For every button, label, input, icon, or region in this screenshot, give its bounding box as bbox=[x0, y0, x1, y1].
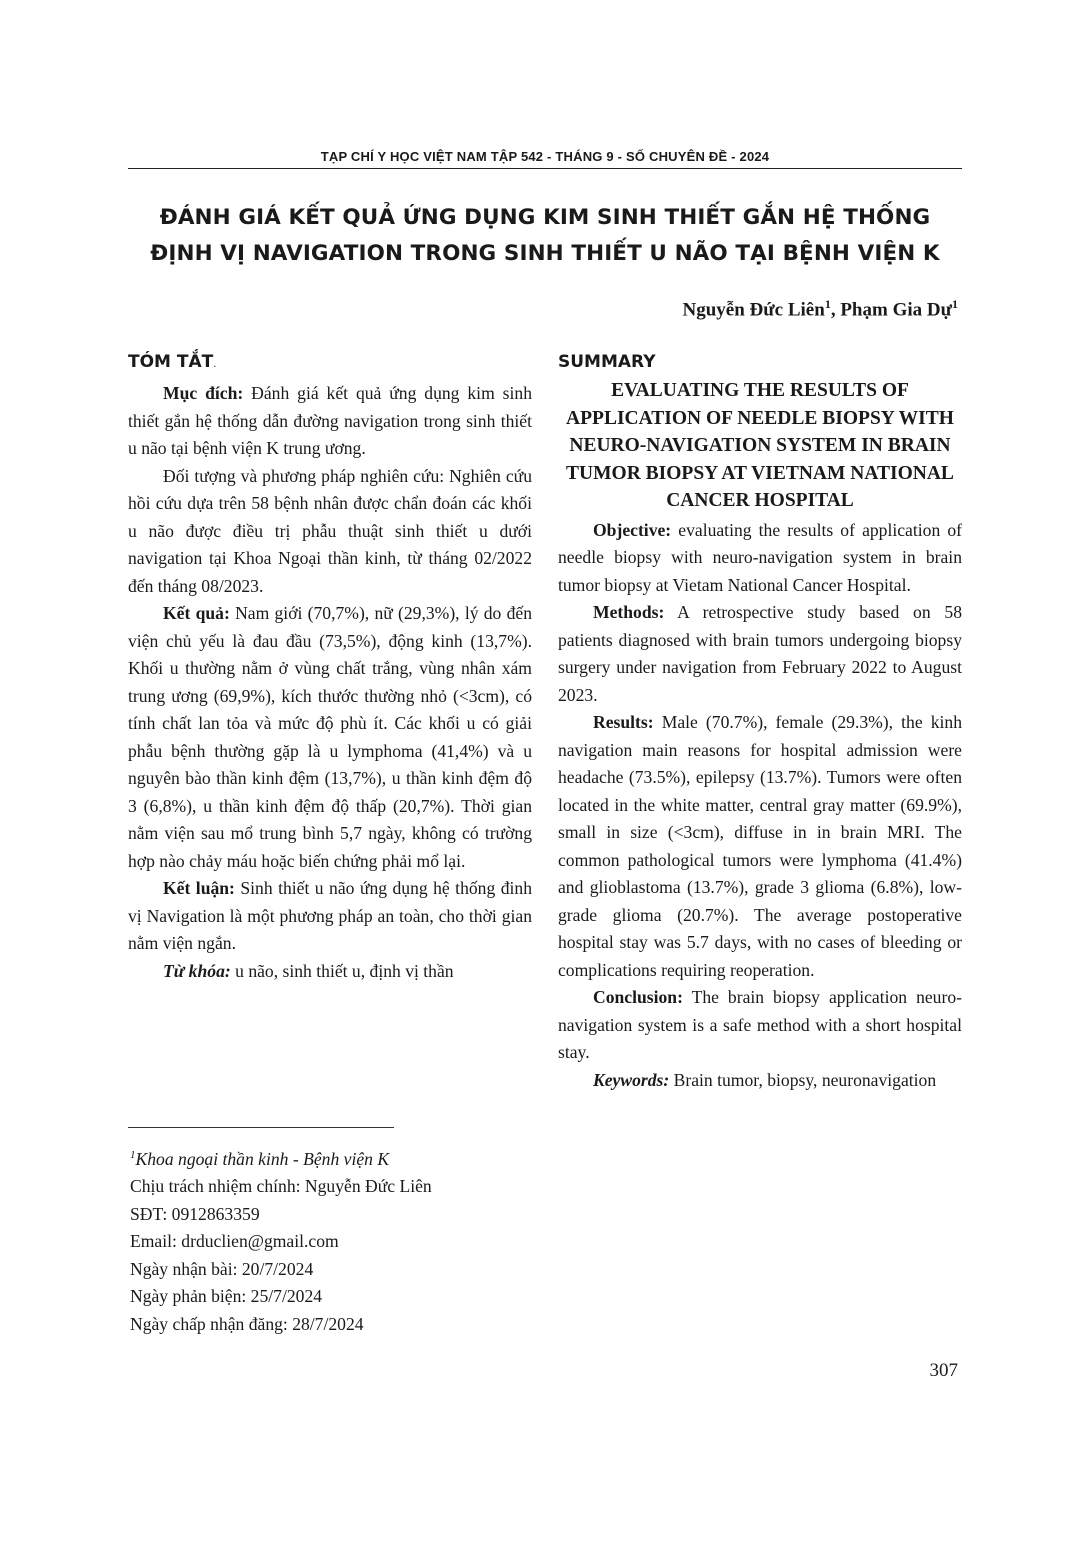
summary-conclusion bbox=[558, 984, 962, 1067]
summary-keywords-text: Brain tumor, biopsy, neuronavigation bbox=[669, 1069, 937, 1090]
summary-methods-label: Methods: bbox=[593, 602, 665, 622]
abstract-vi-heading-text: TÓM TẮT bbox=[128, 352, 214, 372]
abstract-vi-heading bbox=[128, 350, 532, 377]
summary-results-label: Results: bbox=[593, 712, 654, 732]
abstract-vi-results bbox=[128, 600, 532, 875]
summary-keywords bbox=[558, 1067, 962, 1095]
abstract-vi-heading-dot: . bbox=[213, 359, 217, 370]
author-2-affiliation: 1 bbox=[952, 297, 958, 311]
abstract-vi-keywords bbox=[128, 958, 532, 986]
footnote-phone: SĐT: 0912863359 bbox=[130, 1203, 260, 1224]
author-list bbox=[683, 297, 958, 321]
summary-heading: SUMMARY bbox=[558, 352, 656, 372]
summary-objective-label: Objective: bbox=[593, 519, 672, 540]
footnote-accepted: Ngày chấp nhận đăng: 28/7/2024 bbox=[130, 1313, 364, 1334]
footnote-rule bbox=[128, 1127, 394, 1128]
footnotes bbox=[130, 1142, 432, 1338]
summary-results-text: Male (70.7%), female (29.3%), the kinh navigation main reasons for hospital admission were headache (73.5%), epilepsy (13.7%). Tumors were often located in the white matter, central gray matter (69.9%), small in size (<3cm), diffuse in in brain MRI. The common pathological tumors were lymphoma (41.4%) and glioblastoma (13.7%), grade 3 glioma (6.8%), low-grade glioma (20.7%). The average postoperative hospital stay was 5.7 days, with no cases of bleeding or complications requiring reoperation. bbox=[558, 712, 962, 980]
results-text: Nam giới (70,7%), nữ (29,3%), lý do đến viện chủ yếu là đau đầu (73,5%), động kinh (13,7%). Khối u thường nằm ở vùng chất trắng, vùng nhân xám trung ương (69,9%), kích thước thường nhỏ (<3cm), có tính chất lan tỏa và mức độ phù ít. Các khối u có giải phẫu bệnh thường gặp là u lymphoma (41,4%) và u nguyên bào thần kinh đệm (13,7%), u thần kinh đệm độ 3 (6,8%), u thần kinh đệm độ thấp (20,7%). Thời gian nằm viện sau mổ trung bình 5,7 ngày, không có trường hợp nào chảy máu hoặc biến chứng phải mổ lại. bbox=[128, 603, 532, 871]
objective-label: Mục đích: bbox=[163, 383, 244, 403]
summary-objective-text: evaluating the results of application of needle biopsy with neuro-navigation system in brain tumor biopsy at Vietam National Cancer Hospital. bbox=[558, 519, 962, 595]
keywords-text: u não, sinh thiết u, định vị thần bbox=[230, 960, 454, 981]
abstract-vi-methods bbox=[128, 463, 532, 601]
footnote-received: Ngày nhận bài: 20/7/2024 bbox=[130, 1258, 314, 1279]
title-line-2: ĐỊNH VỊ NAVIGATION TRONG SINH THIẾT U NÃO TẠI BỆNH VIỆN K bbox=[150, 241, 940, 266]
page-number: 307 bbox=[929, 1360, 958, 1381]
header-rule bbox=[128, 168, 962, 169]
abstract-vietnamese bbox=[128, 350, 532, 985]
abstract-vi-conclusion bbox=[128, 875, 532, 958]
author-1: Nguyễn Đức Liên bbox=[682, 299, 825, 321]
footnote-reviewed: Ngày phản biện: 25/7/2024 bbox=[130, 1286, 323, 1307]
summary-results bbox=[558, 709, 962, 984]
abstract-vi-objective bbox=[128, 380, 532, 463]
summary-title: EVALUATING THE RESULTS OF APPLICATION OF NEEDLE BIOPSY WITH NEURO-NAVIGATION SYSTEM IN BRAIN TUMOR BIOPSY AT VIETNAM NATIONAL CANCER HOSPITAL bbox=[566, 380, 954, 511]
abstract-english bbox=[558, 350, 962, 1094]
footnote-email: Email: drduclien@gmail.com bbox=[130, 1231, 339, 1252]
conclusion-text: Sinh thiết u não ứng dụng hệ thống đinh vị Navigation là một phương pháp an toàn, cho thời gian nằm viện ngắn. bbox=[128, 878, 532, 953]
summary-methods bbox=[558, 599, 962, 709]
objective-text: Đánh giá kết quả ứng dụng kim sinh thiết gắn hệ thống dẫn đường navigation trong sinh thiết u não tại bệnh viện K trung ương. bbox=[128, 383, 532, 458]
methods-text: Đối tượng và phương pháp nghiên cứu: Nghiên cứu hồi cứu dựa trên 58 bệnh nhân được chẩn đoán các khối u não được điều trị phẫu thuật sinh thiết u dưới navigation tại Khoa Ngoại thần kinh, từ tháng 02/2022 đến tháng 08/2023. bbox=[128, 465, 532, 596]
author-separator: , bbox=[830, 299, 841, 321]
summary-keywords-label: Keywords: bbox=[593, 1069, 670, 1090]
author-2: Phạm Gia Dự bbox=[840, 299, 952, 321]
summary-methods-text: A retrospective study based on 58 patients diagnosed with brain tumors undergoing biopsy surgery under navigation from February 2022 to August 2023. bbox=[558, 602, 962, 705]
author-1-affiliation: 1 bbox=[824, 297, 831, 311]
summary-conclusion-text: The brain biopsy application neuro-navigation system is a safe method with a short hospital stay. bbox=[558, 987, 962, 1062]
summary-conclusion-label: Conclusion: bbox=[593, 987, 683, 1007]
affiliation-marker: 1 bbox=[130, 1149, 136, 1161]
footnote-affiliation bbox=[130, 1142, 432, 1173]
article-title bbox=[128, 200, 962, 272]
title-line-1: ĐÁNH GIÁ KẾT QUẢ ỨNG DỤNG KIM SINH THIẾT GẮN HỆ THỐNG bbox=[159, 205, 931, 230]
affiliation-text: Khoa ngoại thần kinh - Bệnh viện K bbox=[135, 1148, 390, 1169]
conclusion-label: Kết luận: bbox=[163, 878, 235, 898]
summary-objective bbox=[558, 517, 962, 600]
results-label: Kết quả: bbox=[163, 603, 230, 623]
keywords-label: Từ khóa: bbox=[163, 960, 231, 981]
footnote-corresponding: Chịu trách nhiệm chính: Nguyễn Đức Liên bbox=[130, 1176, 432, 1197]
running-head: TẠP CHÍ Y HỌC VIỆT NAM TẬP 542 - THÁNG 9 - SỐ CHUYÊN ĐỀ - 2024 bbox=[320, 149, 770, 164]
